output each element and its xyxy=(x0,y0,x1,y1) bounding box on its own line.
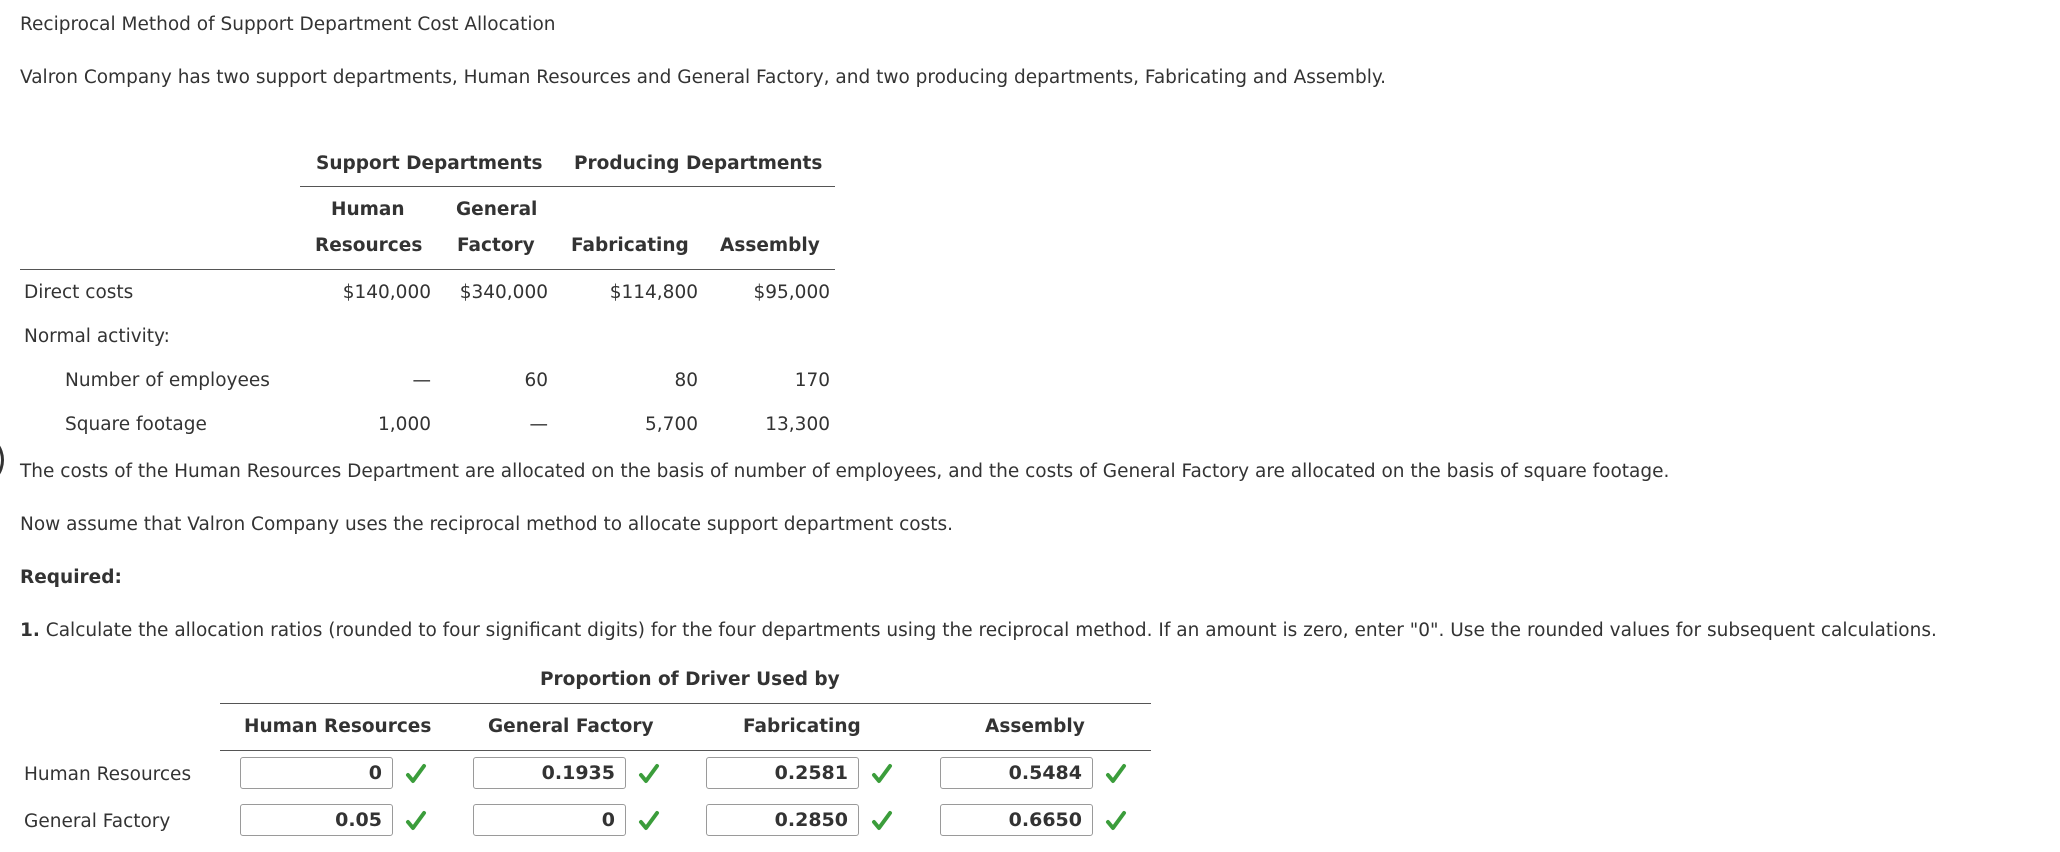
cell-direct-fab: $114,800 xyxy=(609,282,698,303)
col-hr-line1: Human xyxy=(331,199,405,220)
column-header-rule xyxy=(20,269,835,270)
cell-sqft-asm: 13,300 xyxy=(765,414,830,435)
ratio-input-gf-fab[interactable] xyxy=(706,804,859,836)
header-support-departments: Support Departments xyxy=(316,153,543,174)
assume-text: Now assume that Valron Company uses the reciprocal method to allocate support department costs. xyxy=(20,514,954,535)
ratio-header-rule xyxy=(220,750,1151,751)
ratio-title-rule xyxy=(220,703,1151,704)
ratio-col-fabricating: Fabricating xyxy=(743,716,861,737)
question-number: 1. xyxy=(20,620,40,641)
cell-sqft-fab: 5,700 xyxy=(645,414,698,435)
row-label-number-of-employees: Number of employees xyxy=(65,370,270,391)
ratio-input-hr-hr[interactable] xyxy=(240,757,393,789)
cell-employees-fab: 80 xyxy=(674,370,698,391)
ratio-row-label-human-resources: Human Resources xyxy=(24,764,192,785)
page-title: Reciprocal Method of Support Department Cost Allocation xyxy=(20,14,556,35)
cell-employees-hr: — xyxy=(412,370,431,391)
col-hr-line2: Resources xyxy=(315,235,423,256)
checkmark-icon xyxy=(871,763,893,785)
basis-text: The costs of the Human Resources Department are allocated on the basis of number of employees, and the costs of General Factory are allocated on the basis of square footage. xyxy=(20,461,1670,482)
ratio-table-title: Proportion of Driver Used by xyxy=(540,669,840,690)
cell-sqft-hr: 1,000 xyxy=(378,414,431,435)
col-gf-line2: Factory xyxy=(457,235,535,256)
ratio-input-hr-asm[interactable] xyxy=(940,757,1093,789)
cell-direct-hr: $140,000 xyxy=(342,282,431,303)
checkmark-icon xyxy=(405,763,427,785)
cell-direct-gf: $340,000 xyxy=(459,282,548,303)
group-header-rule xyxy=(300,186,835,187)
ratio-input-hr-fab[interactable] xyxy=(706,757,859,789)
checkmark-icon xyxy=(871,810,893,832)
col-fabricating: Fabricating xyxy=(571,235,689,256)
row-label-direct-costs: Direct costs xyxy=(24,282,134,303)
row-label-square-footage: Square footage xyxy=(65,414,207,435)
checkmark-icon xyxy=(1105,763,1127,785)
checkmark-icon xyxy=(638,763,660,785)
cell-employees-gf: 60 xyxy=(524,370,548,391)
row-label-normal-activity: Normal activity: xyxy=(24,326,170,347)
col-gf-line1: General xyxy=(456,199,538,220)
checkmark-icon xyxy=(1105,810,1127,832)
ratio-input-hr-gf[interactable] xyxy=(473,757,626,789)
ratio-input-gf-hr[interactable] xyxy=(240,804,393,836)
header-producing-departments: Producing Departments xyxy=(574,153,823,174)
checkmark-icon xyxy=(405,810,427,832)
cell-direct-asm: $95,000 xyxy=(753,282,830,303)
ratio-col-general-factory: General Factory xyxy=(488,716,654,737)
question-1 xyxy=(20,620,1937,641)
ratio-col-assembly: Assembly xyxy=(985,716,1085,737)
required-label: Required: xyxy=(20,567,122,588)
question-text: Calculate the allocation ratios (rounded to four significant digits) for the four departments using the reciprocal method. If an amount is zero, enter "0". Use the rounded values for subsequent calculations. xyxy=(45,620,1937,641)
col-assembly: Assembly xyxy=(720,235,820,256)
cell-employees-asm: 170 xyxy=(794,370,830,391)
cell-sqft-gf: — xyxy=(529,414,548,435)
ratio-input-gf-asm[interactable] xyxy=(940,804,1093,836)
ratio-input-gf-gf[interactable] xyxy=(473,804,626,836)
checkmark-icon xyxy=(638,810,660,832)
ratio-col-human-resources: Human Resources xyxy=(244,716,432,737)
side-circle-decoration xyxy=(0,436,4,484)
intro-text: Valron Company has two support departments, Human Resources and General Factory, and two producing departments, Fabricating and Assembly. xyxy=(20,67,1387,88)
ratio-row-label-general-factory: General Factory xyxy=(24,811,171,832)
